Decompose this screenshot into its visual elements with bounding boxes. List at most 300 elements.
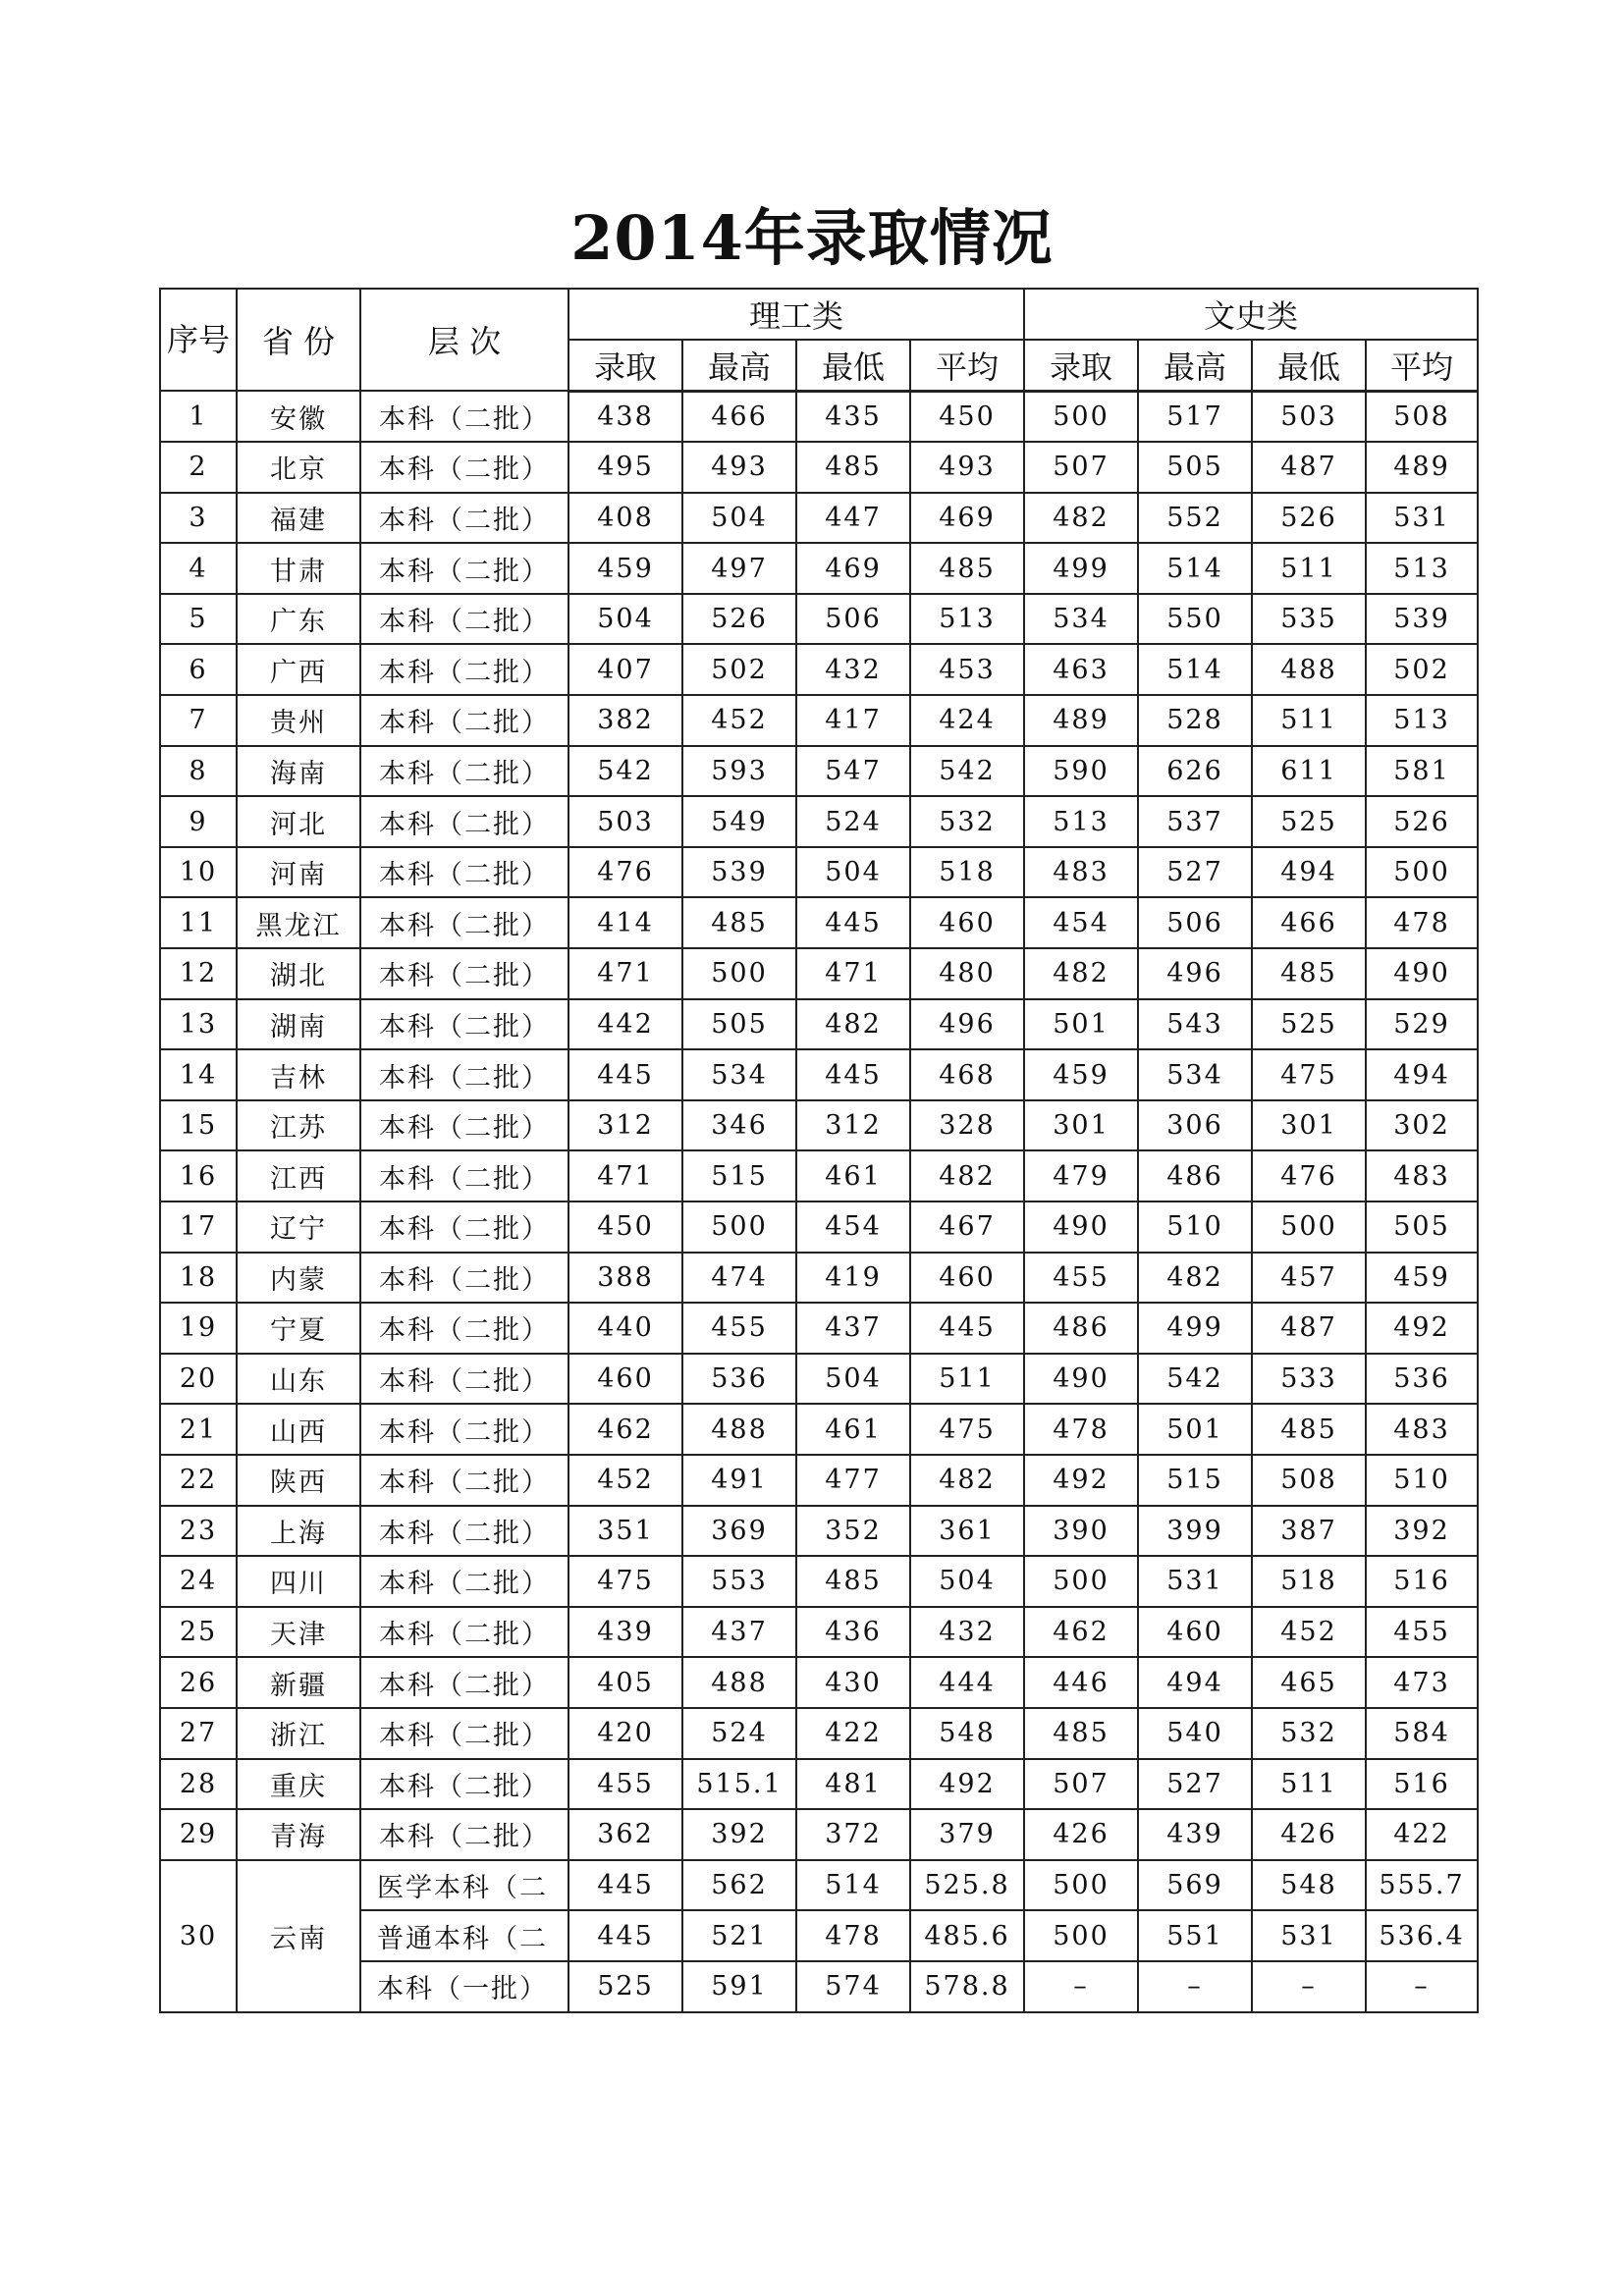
row-value: 525	[1252, 796, 1366, 847]
row-seq: 5	[160, 594, 237, 645]
row-seq: 21	[160, 1404, 237, 1455]
row-value: 466	[1252, 897, 1366, 948]
row-value: 346	[682, 1100, 796, 1151]
row-value: 548	[1252, 1860, 1366, 1911]
row-value: 496	[1138, 948, 1252, 999]
row-value: 507	[1024, 442, 1138, 493]
row-value: 531	[1366, 493, 1478, 544]
row-value: 510	[1366, 1455, 1478, 1506]
header-province: 省 份	[237, 289, 360, 391]
row-value: 432	[796, 644, 910, 695]
row-value: 328	[910, 1100, 1024, 1151]
row-value: 361	[910, 1506, 1024, 1557]
row-value: 463	[1024, 644, 1138, 695]
row-level: 本科（二批）	[360, 442, 568, 493]
row-value: 549	[682, 796, 796, 847]
row-province: 黑龙江	[237, 897, 360, 948]
row-value: 513	[910, 594, 1024, 645]
row-value: 422	[796, 1708, 910, 1759]
row-value: 547	[796, 746, 910, 797]
row-value: 581	[1366, 746, 1478, 797]
row-value: 485	[1252, 948, 1366, 999]
row-value: 511	[1252, 543, 1366, 594]
row-value: 527	[1138, 847, 1252, 898]
row-value: 450	[568, 1201, 682, 1253]
row-seq: 25	[160, 1607, 237, 1658]
row-value: 584	[1366, 1708, 1478, 1759]
row-value: 494	[1366, 1049, 1478, 1100]
row-value: 593	[682, 746, 796, 797]
row-level: 本科（二批）	[360, 1049, 568, 1100]
row-value: 550	[1138, 594, 1252, 645]
table-row	[160, 1253, 1478, 1304]
row-province: 山西	[237, 1404, 360, 1455]
row-value: 499	[1024, 543, 1138, 594]
row-value: 515	[682, 1150, 796, 1201]
row-value: 447	[796, 493, 910, 544]
row-value: 611	[1252, 746, 1366, 797]
row-value: 486	[1024, 1303, 1138, 1354]
row-value: 503	[568, 796, 682, 847]
row-value: 552	[1138, 493, 1252, 544]
row-level: 本科（二批）	[360, 644, 568, 695]
row-seq: 29	[160, 1809, 237, 1860]
row-value: 473	[1366, 1657, 1478, 1708]
row-value: 351	[568, 1506, 682, 1557]
row-level: 本科（二批）	[360, 1303, 568, 1354]
row-value: 489	[1366, 442, 1478, 493]
row-value: 452	[1252, 1607, 1366, 1658]
row-value: 482	[1024, 493, 1138, 544]
row-value: 420	[568, 1708, 682, 1759]
row-level: 本科（二批）	[360, 1455, 568, 1506]
row-value: 352	[796, 1506, 910, 1557]
row-province: 甘肃	[237, 543, 360, 594]
row-value: 542	[1138, 1354, 1252, 1405]
table-row	[160, 746, 1478, 797]
row-value: 482	[1024, 948, 1138, 999]
row-level: 本科（二批）	[360, 594, 568, 645]
row-seq: 30	[160, 1860, 237, 2012]
row-value: 543	[1138, 999, 1252, 1050]
row-value: 511	[1252, 1759, 1366, 1810]
row-seq: 24	[160, 1556, 237, 1607]
header-sub: 平均	[910, 340, 1024, 391]
row-value: 525	[568, 1961, 682, 2012]
table-row	[160, 543, 1478, 594]
row-value: 426	[1252, 1809, 1366, 1860]
row-level: 本科（二批）	[360, 1809, 568, 1860]
row-level: 本科（二批）	[360, 1150, 568, 1201]
table-row	[160, 1556, 1478, 1607]
row-value: 477	[796, 1455, 910, 1506]
row-value: 531	[1252, 1910, 1366, 1961]
row-value: 455	[1366, 1607, 1478, 1658]
row-value: 379	[910, 1809, 1024, 1860]
row-value: 450	[910, 391, 1024, 442]
header-sub: 录取	[1024, 340, 1138, 391]
row-value: 471	[568, 948, 682, 999]
row-value: 435	[796, 391, 910, 442]
table-row	[160, 644, 1478, 695]
row-level: 本科（二批）	[360, 1253, 568, 1304]
row-province: 山东	[237, 1354, 360, 1405]
row-value: 491	[682, 1455, 796, 1506]
row-value: 452	[682, 695, 796, 746]
row-value: 482	[1138, 1253, 1252, 1304]
table-row	[160, 391, 1478, 442]
row-province: 海南	[237, 746, 360, 797]
row-value: 525	[1252, 999, 1366, 1050]
table-row	[160, 1049, 1478, 1100]
row-level: 本科（二批）	[360, 897, 568, 948]
row-value: 430	[796, 1657, 910, 1708]
row-value: 490	[1366, 948, 1478, 999]
row-value: 501	[1138, 1404, 1252, 1455]
row-level: 本科（二批）	[360, 999, 568, 1050]
row-value: 301	[1024, 1100, 1138, 1151]
row-seq: 14	[160, 1049, 237, 1100]
row-value: 422	[1366, 1809, 1478, 1860]
row-value: 453	[910, 644, 1024, 695]
row-value: 446	[1024, 1657, 1138, 1708]
row-value: 387	[1252, 1506, 1366, 1557]
row-value: 532	[1252, 1708, 1366, 1759]
row-value: 500	[1024, 1860, 1138, 1911]
row-value: 461	[796, 1150, 910, 1201]
row-value: 445	[910, 1303, 1024, 1354]
row-value: 504	[796, 847, 910, 898]
row-value: 542	[910, 746, 1024, 797]
row-value: 454	[796, 1201, 910, 1253]
row-value: 504	[796, 1354, 910, 1405]
row-province: 福建	[237, 493, 360, 544]
header-sub: 最低	[796, 340, 910, 391]
row-value: 454	[1024, 897, 1138, 948]
row-value: 475	[910, 1404, 1024, 1455]
row-value: 508	[1252, 1455, 1366, 1506]
row-value: 505	[682, 999, 796, 1050]
row-seq: 10	[160, 847, 237, 898]
row-value: 488	[682, 1404, 796, 1455]
row-value: 445	[568, 1049, 682, 1100]
row-value: 424	[910, 695, 1024, 746]
row-value: 480	[910, 948, 1024, 999]
row-value: 515	[1138, 1455, 1252, 1506]
row-value: 482	[796, 999, 910, 1050]
row-value: 439	[1138, 1809, 1252, 1860]
header-sub: 最高	[682, 340, 796, 391]
row-value: 515.1	[682, 1759, 796, 1810]
row-province: 宁夏	[237, 1303, 360, 1354]
table-row	[160, 1455, 1478, 1506]
row-value: 505	[1138, 442, 1252, 493]
table-row	[160, 1404, 1478, 1455]
row-value: 445	[568, 1860, 682, 1911]
row-value: 524	[682, 1708, 796, 1759]
row-value: 372	[796, 1809, 910, 1860]
row-value: 502	[682, 644, 796, 695]
row-value: 444	[910, 1657, 1024, 1708]
row-value: 531	[1138, 1556, 1252, 1607]
row-value: 525.8	[910, 1860, 1024, 1911]
row-value: 514	[796, 1860, 910, 1911]
row-level: 本科（二批）	[360, 1354, 568, 1405]
row-seq: 15	[160, 1100, 237, 1151]
row-province: 安徽	[237, 391, 360, 442]
row-value: 514	[1138, 543, 1252, 594]
row-value: 405	[568, 1657, 682, 1708]
row-value: 414	[568, 897, 682, 948]
row-value: 362	[568, 1809, 682, 1860]
row-value: 511	[1252, 695, 1366, 746]
row-value: 474	[682, 1253, 796, 1304]
row-value: 457	[1252, 1253, 1366, 1304]
row-seq: 19	[160, 1303, 237, 1354]
row-seq: 4	[160, 543, 237, 594]
row-value: 492	[910, 1759, 1024, 1810]
header-group-science: 理工类	[568, 289, 1024, 340]
row-value: 495	[568, 442, 682, 493]
row-province: 广东	[237, 594, 360, 645]
row-value: 478	[1024, 1404, 1138, 1455]
row-province: 天津	[237, 1607, 360, 1658]
row-seq: 23	[160, 1506, 237, 1557]
row-value: 392	[682, 1809, 796, 1860]
row-value: 535	[1252, 594, 1366, 645]
header-group-arts: 文史类	[1024, 289, 1478, 340]
row-level: 普通本科（二	[360, 1910, 568, 1961]
row-province: 江苏	[237, 1100, 360, 1151]
row-value: 493	[910, 442, 1024, 493]
row-value: 369	[682, 1506, 796, 1557]
row-value: 505	[1366, 1201, 1478, 1253]
row-level: 本科（二批）	[360, 543, 568, 594]
row-value: 445	[796, 1049, 910, 1100]
row-value: 526	[1366, 796, 1478, 847]
row-value: 590	[1024, 746, 1138, 797]
row-level: 本科（二批）	[360, 1708, 568, 1759]
row-province: 四川	[237, 1556, 360, 1607]
header-level: 层 次	[360, 289, 568, 391]
row-value: 504	[682, 493, 796, 544]
row-level: 本科（二批）	[360, 847, 568, 898]
row-value: 516	[1366, 1759, 1478, 1810]
row-value: 471	[796, 948, 910, 999]
header-sub: 平均	[1366, 340, 1478, 391]
row-value: 417	[796, 695, 910, 746]
row-seq: 7	[160, 695, 237, 746]
row-value: 526	[1252, 493, 1366, 544]
row-value: 553	[682, 1556, 796, 1607]
row-level: 本科（二批）	[360, 1657, 568, 1708]
row-value: 388	[568, 1253, 682, 1304]
row-seq: 16	[160, 1150, 237, 1201]
row-value: –	[1366, 1961, 1478, 2012]
row-value: 534	[1138, 1049, 1252, 1100]
row-value: 445	[568, 1910, 682, 1961]
row-value: 460	[910, 1253, 1024, 1304]
row-value: 513	[1024, 796, 1138, 847]
row-value: 574	[796, 1961, 910, 2012]
row-province: 广西	[237, 644, 360, 695]
row-value: 528	[1138, 695, 1252, 746]
row-value: 551	[1138, 1910, 1252, 1961]
row-value: 492	[1366, 1303, 1478, 1354]
row-value: 500	[1252, 1201, 1366, 1253]
table-row	[160, 1860, 1478, 1911]
row-value: 483	[1366, 1150, 1478, 1201]
page-title: 2014年录取情况	[570, 202, 1054, 274]
row-seq: 26	[160, 1657, 237, 1708]
row-level: 本科（二批）	[360, 796, 568, 847]
row-value: 445	[796, 897, 910, 948]
row-value: 510	[1138, 1201, 1252, 1253]
row-level: 本科（二批）	[360, 948, 568, 999]
row-value: 490	[1024, 1201, 1138, 1253]
row-value: 537	[1138, 796, 1252, 847]
row-value: 626	[1138, 746, 1252, 797]
table-row	[160, 1708, 1478, 1759]
row-value: –	[1024, 1961, 1138, 2012]
row-value: 302	[1366, 1100, 1478, 1151]
row-seq: 11	[160, 897, 237, 948]
row-value: 306	[1138, 1100, 1252, 1151]
table-row	[160, 999, 1478, 1050]
row-value: 524	[796, 796, 910, 847]
row-province: 河北	[237, 796, 360, 847]
row-value: 485	[1252, 1404, 1366, 1455]
row-value: 506	[1138, 897, 1252, 948]
row-value: 555.7	[1366, 1860, 1478, 1911]
row-value: 540	[1138, 1708, 1252, 1759]
row-value: 438	[568, 391, 682, 442]
row-value: 462	[1024, 1607, 1138, 1658]
row-province: 上海	[237, 1506, 360, 1557]
row-value: 504	[568, 594, 682, 645]
table-row	[160, 594, 1478, 645]
row-value: 569	[1138, 1860, 1252, 1911]
row-value: 548	[910, 1708, 1024, 1759]
table-row	[160, 796, 1478, 847]
row-value: 432	[910, 1607, 1024, 1658]
row-value: 468	[910, 1049, 1024, 1100]
row-seq: 22	[160, 1455, 237, 1506]
header-sub: 录取	[568, 340, 682, 391]
row-value: 467	[910, 1201, 1024, 1253]
row-value: 452	[568, 1455, 682, 1506]
row-value: 481	[796, 1759, 910, 1810]
row-value: 485	[682, 897, 796, 948]
row-value: 529	[1366, 999, 1478, 1050]
row-value: 475	[1252, 1049, 1366, 1100]
row-value: 534	[682, 1049, 796, 1100]
row-value: 440	[568, 1303, 682, 1354]
row-value: 426	[1024, 1809, 1138, 1860]
row-value: 518	[1252, 1556, 1366, 1607]
row-value: 390	[1024, 1506, 1138, 1557]
row-value: 476	[568, 847, 682, 898]
row-value: 479	[1024, 1150, 1138, 1201]
row-value: 500	[682, 948, 796, 999]
table-row	[160, 695, 1478, 746]
row-seq: 12	[160, 948, 237, 999]
row-value: 455	[568, 1759, 682, 1810]
row-value: 536.4	[1366, 1910, 1478, 1961]
row-value: 478	[796, 1910, 910, 1961]
row-value: 408	[568, 493, 682, 544]
row-value: 419	[796, 1253, 910, 1304]
row-province: 湖南	[237, 999, 360, 1050]
row-level: 本科（二批）	[360, 1607, 568, 1658]
row-level: 本科（二批）	[360, 391, 568, 442]
row-value: 488	[682, 1657, 796, 1708]
row-seq: 13	[160, 999, 237, 1050]
row-value: 539	[1366, 594, 1478, 645]
row-seq: 9	[160, 796, 237, 847]
row-value: 461	[796, 1404, 910, 1455]
row-value: 578.8	[910, 1961, 1024, 2012]
row-value: 460	[910, 897, 1024, 948]
row-value: 500	[682, 1201, 796, 1253]
row-value: 489	[1024, 695, 1138, 746]
row-value: 437	[682, 1607, 796, 1658]
row-value: 490	[1024, 1354, 1138, 1405]
row-value: 497	[682, 543, 796, 594]
table-row	[160, 897, 1478, 948]
row-province: 贵州	[237, 695, 360, 746]
table-row	[160, 1809, 1478, 1860]
row-province: 河南	[237, 847, 360, 898]
row-value: 503	[1252, 391, 1366, 442]
row-value: 492	[1024, 1455, 1138, 1506]
row-seq: 3	[160, 493, 237, 544]
row-value: 476	[1252, 1150, 1366, 1201]
row-value: 466	[682, 391, 796, 442]
row-province: 湖北	[237, 948, 360, 999]
row-value: 407	[568, 644, 682, 695]
row-value: 500	[1024, 1910, 1138, 1961]
row-province: 云南	[237, 1860, 360, 2012]
header-sub: 最高	[1138, 340, 1252, 391]
row-value: 460	[568, 1354, 682, 1405]
row-seq: 8	[160, 746, 237, 797]
row-level: 本科（二批）	[360, 1506, 568, 1557]
row-value: 482	[910, 1455, 1024, 1506]
row-value: 500	[1024, 391, 1138, 442]
row-seq: 1	[160, 391, 237, 442]
row-level: 本科（二批）	[360, 1201, 568, 1253]
row-value: 301	[1252, 1100, 1366, 1151]
row-value: –	[1252, 1961, 1366, 2012]
row-value: 459	[1366, 1253, 1478, 1304]
table-row	[160, 1506, 1478, 1557]
row-level: 本科（二批）	[360, 746, 568, 797]
row-value: 382	[568, 695, 682, 746]
row-value: 475	[568, 1556, 682, 1607]
row-seq: 27	[160, 1708, 237, 1759]
row-value: 500	[1366, 847, 1478, 898]
row-value: 482	[910, 1150, 1024, 1201]
row-value: 483	[1366, 1404, 1478, 1455]
row-value: 504	[910, 1556, 1024, 1607]
row-province: 吉林	[237, 1049, 360, 1100]
row-value: 513	[1366, 695, 1478, 746]
row-value: 462	[568, 1404, 682, 1455]
row-level: 本科（二批）	[360, 493, 568, 544]
table-row	[160, 1657, 1478, 1708]
row-value: 518	[910, 847, 1024, 898]
